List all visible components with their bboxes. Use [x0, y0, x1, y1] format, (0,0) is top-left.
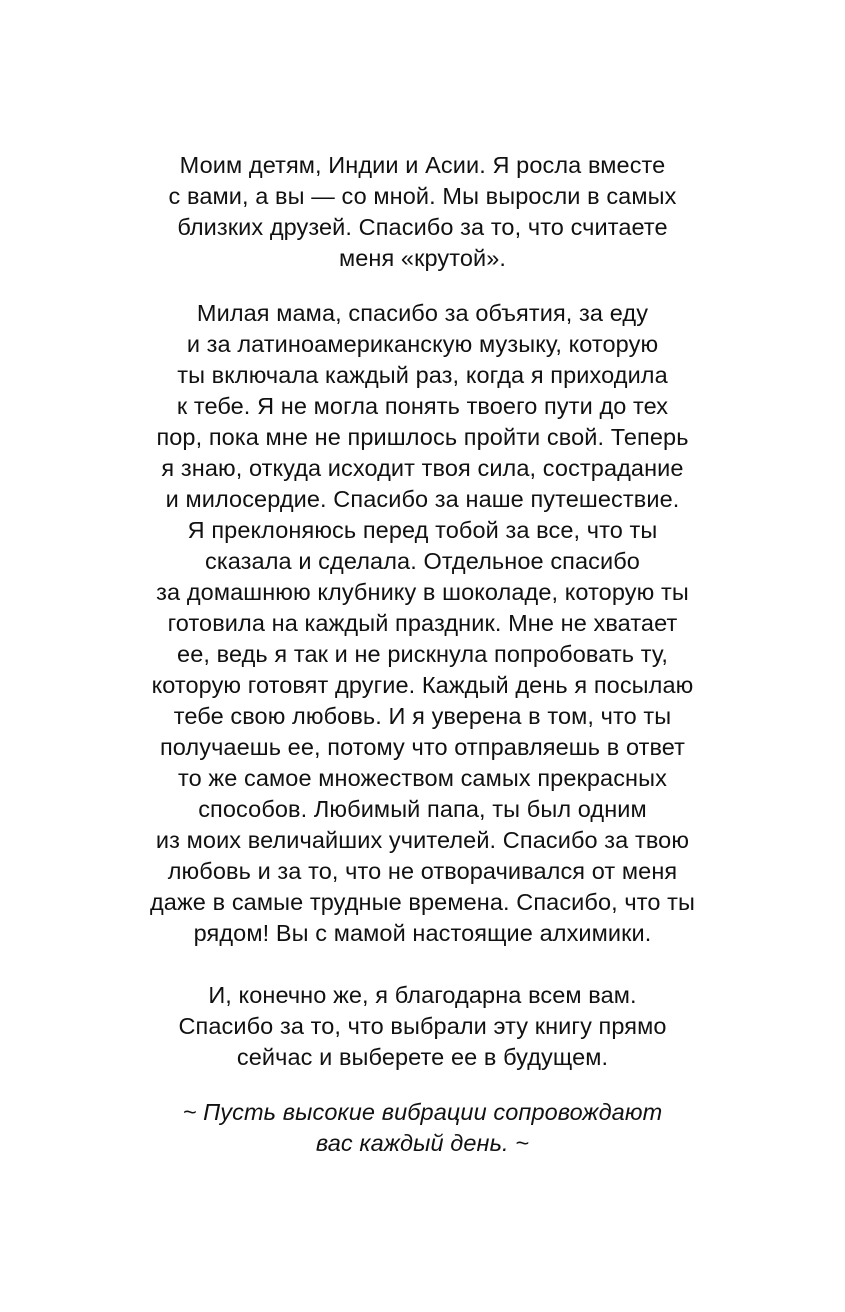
- paragraph-children-dedication: [0, 150, 845, 274]
- text-line: тебе свою любовь. И я уверена в том, что ты: [173, 703, 672, 729]
- closing-wish: [0, 1097, 845, 1159]
- paragraph-parents-dedication: [0, 298, 845, 949]
- text-line: ты включала каждый раз, когда я приходила: [177, 362, 668, 388]
- text-line: готовила на каждый праздник. Мне не хватает: [167, 610, 678, 636]
- text-line: Милая мама, спасибо за объятия, за еду: [196, 300, 649, 326]
- text-line: и милосердие. Спасибо за наше путешествие.: [165, 486, 680, 512]
- text-line: которую готовят другие. Каждый день я посылаю: [151, 672, 694, 698]
- text-line: к тебе. Я не могла понять твоего пути до тех: [176, 393, 669, 419]
- text-line: близких друзей. Спасибо за то, что считаете: [177, 214, 668, 240]
- text-line: вас каждый день. ~: [315, 1130, 530, 1156]
- text-line: сказала и сделала. Отдельное спасибо: [205, 548, 640, 574]
- paragraph-readers-thanks: [0, 980, 845, 1073]
- text-line: и за латиноамериканскую музыку, которую: [186, 331, 659, 357]
- text-line: ее, ведь я так и не рискнула попробовать ту,: [177, 641, 668, 667]
- text-line: с вами, а вы — со мной. Мы выросли в самых: [168, 183, 677, 209]
- text-line: из моих величайших учителей. Спасибо за твою: [155, 827, 690, 853]
- text-line: пор, пока мне не пришлось пройти свой. Теперь: [156, 424, 689, 450]
- text-line: я знаю, откуда исходит твоя сила, сострадание: [161, 455, 684, 481]
- text-line: рядом! Вы с мамой настоящие алхимики.: [193, 920, 652, 946]
- text-line: И, конечно же, я благодарна всем вам.: [208, 982, 637, 1008]
- text-line: Спасибо за то, что выбрали эту книгу прямо: [178, 1013, 667, 1039]
- text-line: меня «крутой».: [338, 245, 507, 271]
- text-line: даже в самые трудные времена. Спасибо, что ты: [150, 889, 695, 915]
- text-line: любовь и за то, что не отворачивался от меня: [167, 858, 678, 884]
- text-line: получаешь ее, потому что отправляешь в ответ: [159, 734, 686, 760]
- text-line: ~ Пусть высокие вибрации сопровождают: [182, 1099, 663, 1125]
- text-line: за домашнюю клубнику в шоколаде, которую ты: [156, 579, 689, 605]
- text-line: способов. Любимый папа, ты был одним: [198, 796, 647, 822]
- text-line: Я преклоняюсь перед тобой за все, что ты: [187, 517, 658, 543]
- text-line: сейчас и выберете ее в будущем.: [236, 1044, 609, 1070]
- text-line: Моим детям, Индии и Асии. Я росла вместе: [179, 152, 666, 178]
- text-line: то же самое множеством самых прекрасных: [178, 765, 667, 791]
